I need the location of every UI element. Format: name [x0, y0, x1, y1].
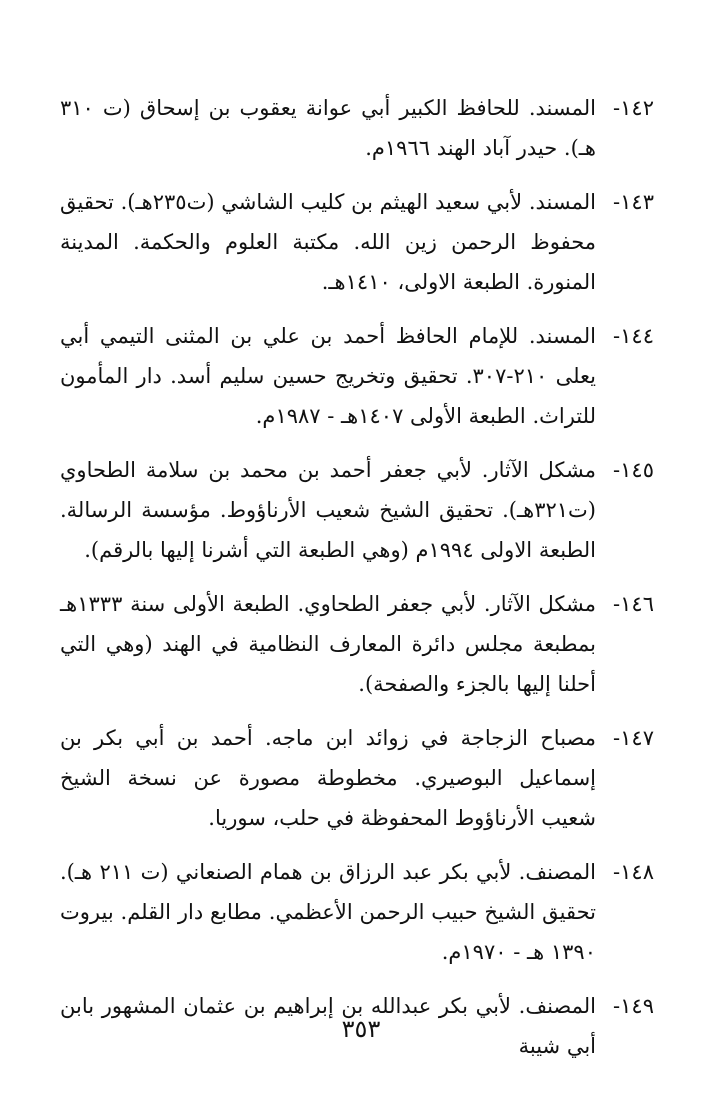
bibliography-entry-148: [60, 852, 654, 972]
entry-number: ١٤٢-: [613, 96, 654, 120]
entry-text: المصنف. لأبي بكر عبدالله بن إبراهيم بن عثمان المشهور بابن أبي شيبة: [60, 994, 596, 1058]
bibliography-list: [60, 88, 654, 1080]
bibliography-entry-146: [60, 584, 654, 704]
entry-number: ١٤٤-: [613, 324, 654, 348]
entry-number: ١٤٣-: [613, 190, 654, 214]
bibliography-entry-144: [60, 316, 654, 436]
entry-number: ١٤٦-: [613, 592, 654, 616]
bibliography-entry-147: [60, 718, 654, 838]
entry-number: ١٤٥-: [613, 458, 654, 482]
page-number: ٣٥٣: [341, 1015, 381, 1043]
entry-text: مشكل الآثار. لأبي جعفر أحمد بن محمد بن سلامة الطحاوي (ت٣٢١هـ). تحقيق الشيخ شعيب الأرناؤوط. مؤسسة الرسالة. الطبعة الاولى ١٩٩٤م (وهي الطبعة التي أشرنا إليها بالرقم).: [60, 458, 596, 562]
entry-text: مشكل الآثار. لأبي جعفر الطحاوي. الطبعة الأولى سنة ١٣٣٣هـ بمطبعة مجلس دائرة المعارف النظامية في الهند (وهي التي أحلنا إليها بالجزء والصفحة).: [60, 592, 596, 696]
entry-number: ١٤٩-: [613, 994, 654, 1018]
entry-text: المسند. للحافظ الكبير أبي عوانة يعقوب بن إسحاق (ت ٣١٠ هـ). حيدر آباد الهند ١٩٦٦م.: [60, 96, 596, 160]
entry-text: المسند. لأبي سعيد الهيثم بن كليب الشاشي (ت٢٣٥هـ). تحقيق محفوظ الرحمن زين الله. مكتبة العلوم والحكمة. المدينة المنورة. الطبعة الاولى، ١٤١٠هـ.: [60, 190, 596, 294]
entry-number: ١٤٨-: [613, 860, 654, 884]
bibliography-entry-143: [60, 182, 654, 302]
bibliography-entry-145: [60, 450, 654, 570]
entry-text: المصنف. لأبي بكر عبد الرزاق بن همام الصنعاني (ت ٢١١ هـ). تحقيق الشيخ حبيب الرحمن الأعظمي. مطابع دار القلم. بيروت ١٣٩٠ هـ - ١٩٧٠م.: [60, 860, 596, 964]
entry-text: المسند. للإمام الحافظ أحمد بن علي بن المثنى التيمي أبي يعلى ٢١٠-٣٠٧. تحقيق وتخريج حسين سليم أسد. دار المأمون للتراث. الطبعة الأولى ١٤٠٧هـ - ١٩٨٧م.: [60, 324, 596, 428]
entry-number: ١٤٧-: [613, 726, 654, 750]
entry-text: مصباح الزجاجة في زوائد ابن ماجه. أحمد بن أبي بكر بن إسماعيل البوصيري. مخطوطة مصورة عن نسخة الشيخ شعيب الأرناؤوط المحفوظة في حلب، سوريا.: [60, 726, 596, 830]
bibliography-entry-142: [60, 88, 654, 168]
